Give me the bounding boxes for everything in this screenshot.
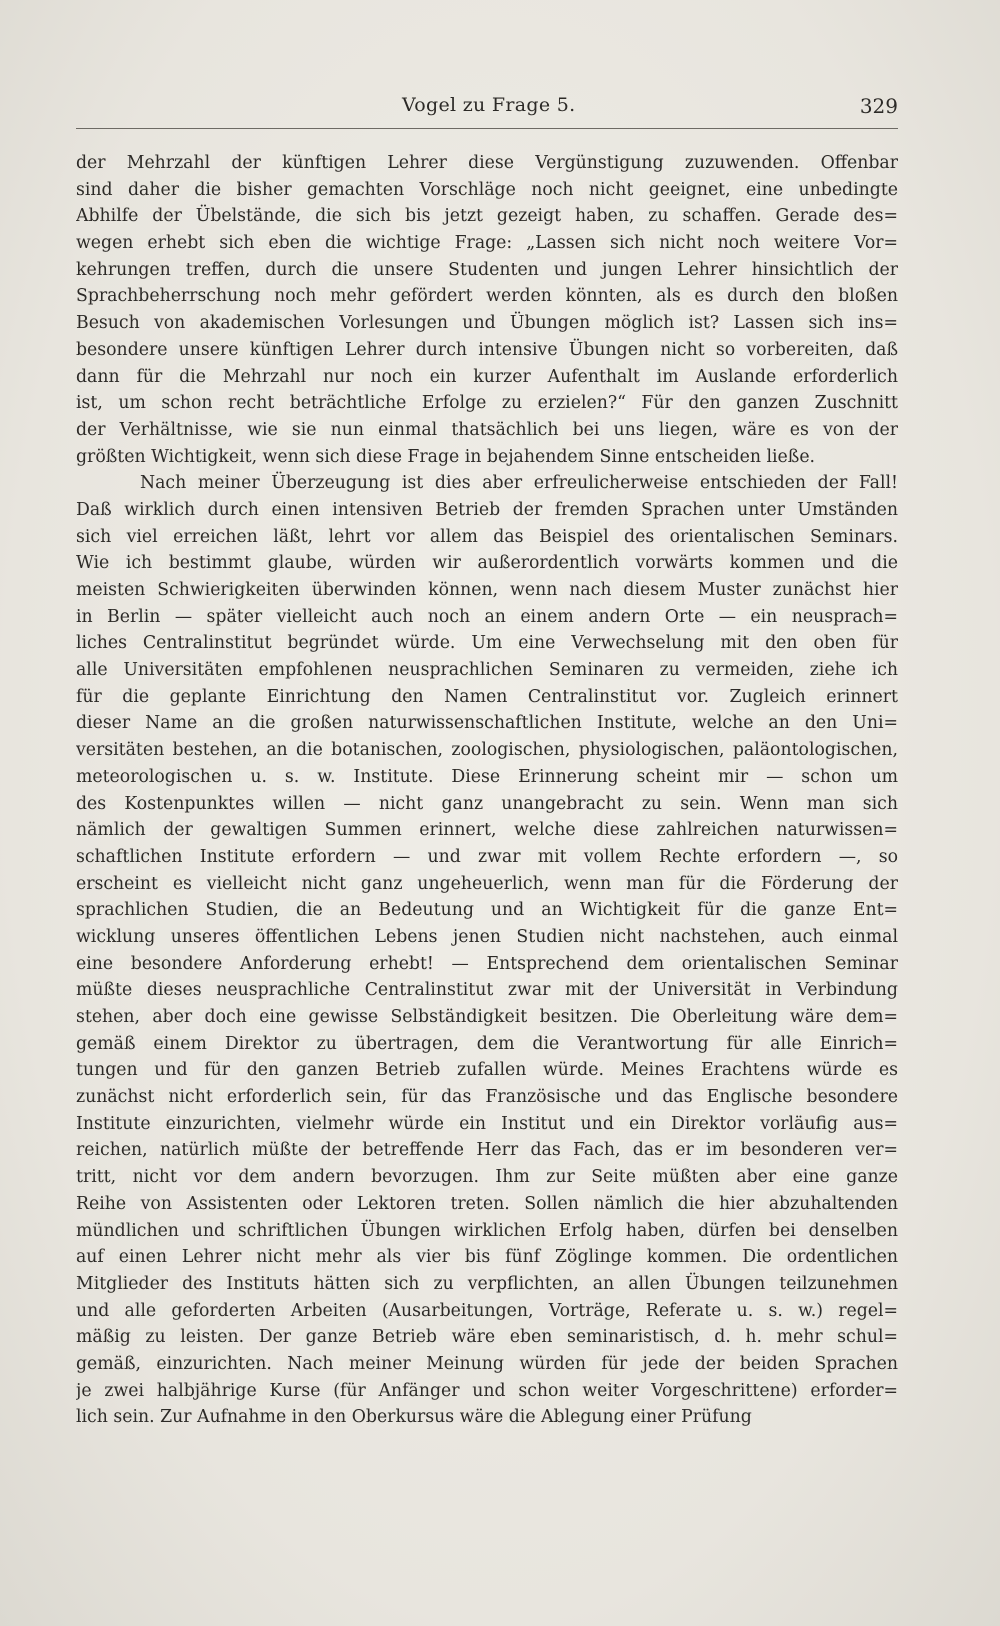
text-line: mündlichen und schriftlichen Übungen wirklichen Erfolg haben, dürfen bei denselben xyxy=(76,1220,898,1241)
text-line: sich viel erreichen läßt, lehrt vor allem das Beispiel des orientalischen Seminars. xyxy=(76,526,898,547)
text-line: Besuch von akademischen Vorlesungen und Übungen möglich ist? Lassen sich ins= xyxy=(76,313,898,334)
text-line: kehrungen treffen, durch die unsere Studenten und jungen Lehrer hinsichtlich der xyxy=(76,259,898,280)
body-text xyxy=(76,150,898,1431)
text-line: je zwei halbjährige Kurse (für Anfänger und schon weiter Vorgeschrittene) erforder= xyxy=(76,1380,898,1401)
text-line: Mitglieder des Instituts hätten sich zu verpflichten, an allen Übungen teilzunehmen xyxy=(76,1273,898,1294)
text-line: müßte dieses neusprachliche Centralinstitut zwar mit der Universität in Verbindung xyxy=(76,980,898,1001)
text-line: Institute einzurichten, vielmehr würde ein Institut und ein Direktor vorläufig aus= xyxy=(76,1113,898,1134)
header-rule xyxy=(76,128,898,129)
text-line: Reihe von Assistenten oder Lektoren treten. Sollen nämlich die hier abzuhaltenden xyxy=(76,1193,898,1214)
text-line: dieser Name an die großen naturwissenschaftlichen Institute, welche an den Uni= xyxy=(76,713,898,734)
text-line: Abhilfe der Übelstände, die sich bis jetzt gezeigt haben, zu schaffen. Gerade des= xyxy=(76,206,898,227)
running-head: Vogel zu Frage 5. xyxy=(402,94,576,116)
text-line: stehen, aber doch eine gewisse Selbständigkeit besitzen. Die Oberleitung wäre dem= xyxy=(76,1007,898,1027)
text-line: gemäß, einzurichten. Nach meiner Meinung würden für jede der beiden Sprachen xyxy=(76,1353,898,1374)
text-line: Sprachbeherrschung noch mehr gefördert werden könnten, als es durch den bloßen xyxy=(76,286,898,307)
text-line: wegen erhebt sich eben die wichtige Frage: „Lassen sich nicht noch weitere Vor= xyxy=(76,233,898,254)
text-line: Nach meiner Überzeugung ist dies aber erfreulicherweise entschieden der Fall! xyxy=(140,473,898,494)
text-line: für die geplante Einrichtung den Namen Centralinstitut vor. Zugleich erinnert xyxy=(76,686,898,707)
text-line: sind daher die bisher gemachten Vorschläge noch nicht geeignet, eine unbedingte xyxy=(76,179,898,200)
text-line: besondere unsere künftigen Lehrer durch intensive Übungen nicht so vorbereiten, daß xyxy=(76,339,898,360)
text-line: eine besondere Anforderung erhebt! — Entsprechend dem orientalischen Seminar xyxy=(76,953,898,974)
text-line: dann für die Mehrzahl nur noch ein kurzer Aufenthalt im Auslande erforderlich xyxy=(76,366,898,387)
text-line: alle Universitäten empfohlenen neusprachlichen Seminaren zu vermeiden, ziehe ich xyxy=(76,660,898,681)
text-line: erscheint es vielleicht nicht ganz ungeheuerlich, wenn man für die Förderung der xyxy=(76,873,898,894)
text-line: auf einen Lehrer nicht mehr als vier bis fünf Zöglinge kommen. Die ordentlichen xyxy=(76,1247,898,1268)
text-line: meisten Schwierigkeiten überwinden können, wenn nach diesem Muster zunächst hier xyxy=(76,580,898,600)
text-line: tungen und für den ganzen Betrieb zufallen würde. Meines Erachtens würde es xyxy=(76,1060,898,1081)
text-line: liches Centralinstitut begründet würde. Um eine Verwechselung mit den oben für xyxy=(76,633,898,654)
page-header xyxy=(76,94,898,124)
text-line: sprachlichen Studien, die an Bedeutung und an Wichtigkeit für die ganze Ent= xyxy=(76,900,898,921)
text-line: gemäß einem Direktor zu übertragen, dem die Verantwortung für alle Einrich= xyxy=(76,1033,898,1054)
text-line: größten Wichtigkeit, wenn sich diese Frage in bejahendem Sinne entscheiden ließe. xyxy=(76,446,816,467)
page-number: 329 xyxy=(859,94,898,118)
text-line: ist, um schon recht beträchtliche Erfolge zu erzielen?“ Für den ganzen Zuschnitt xyxy=(76,393,898,414)
text-line: in Berlin — später vielleicht auch noch an einem andern Orte — ein neusprach= xyxy=(76,606,898,627)
text-line: nämlich der gewaltigen Summen erinnert, welche diese zahlreichen naturwissen= xyxy=(76,820,898,841)
text-line: wicklung unseres öffentlichen Lebens jenen Studien nicht nachstehen, auch einmal xyxy=(76,926,898,947)
text-line: meteorologischen u. s. w. Institute. Diese Erinnerung scheint mir — schon um xyxy=(76,766,898,787)
text-line: der Verhältnisse, wie sie nun einmal thatsächlich bei uns liegen, wäre es von der xyxy=(76,419,898,440)
text-line: zunächst nicht erforderlich sein, für das Französische und das Englische besondere xyxy=(76,1087,898,1108)
text-line: mäßig zu leisten. Der ganze Betrieb wäre eben seminaristisch, d. h. mehr schul= xyxy=(76,1327,898,1348)
text-line: des Kostenpunktes willen — nicht ganz unangebracht zu sein. Wenn man sich xyxy=(76,793,898,814)
text-line: versitäten bestehen, an die botanischen, zoologischen, physiologischen, paläontologischen, xyxy=(76,740,898,761)
text-line: schaftlichen Institute erfordern — und zwar mit vollem Rechte erfordern —, so xyxy=(76,846,898,867)
text-line: lich sein. Zur Aufnahme in den Oberkursus wäre die Ablegung einer Prüfung xyxy=(76,1407,752,1428)
text-line: Daß wirklich durch einen intensiven Betrieb der fremden Sprachen unter Umständen xyxy=(76,499,898,520)
text-line: tritt, nicht vor dem andern bevorzugen. Ihm zur Seite müßten aber eine ganze xyxy=(76,1167,898,1188)
text-line: der Mehrzahl der künftigen Lehrer diese Vergünstigung zuzuwenden. Offenbar xyxy=(76,153,898,173)
text-line: Wie ich bestimmt glaube, würden wir außerordentlich vorwärts kommen und die xyxy=(76,553,898,574)
text-line: reichen, natürlich müßte der betreffende Herr das Fach, das er im besonderen ver= xyxy=(76,1140,898,1161)
text-line: und alle geforderten Arbeiten (Ausarbeitungen, Vorträge, Referate u. s. w.) regel= xyxy=(76,1300,898,1321)
